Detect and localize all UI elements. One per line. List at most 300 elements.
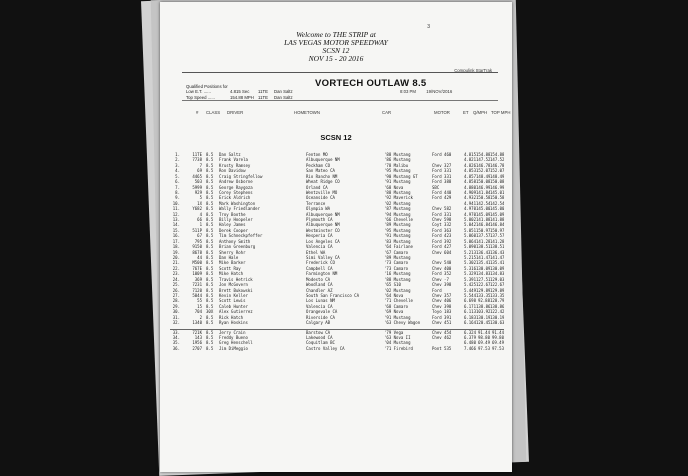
cell-et: 4.815 [463,152,476,157]
cell-qmph: 150.97 [476,227,490,233]
cell-hometown: Calgary AB [306,320,331,326]
cell-car-number: 2 [199,314,202,320]
top-speed-number: 11TE [258,94,268,100]
cell-car: '73 Camaro [384,260,409,266]
cell-et: 5.213 [463,249,476,255]
cell-hometown: Oceanside CA [306,195,335,201]
header-class: CLASS [206,110,221,115]
cell-driver: Jerry Crain [219,329,246,335]
cell-driver: Sherry Rohr [219,249,246,255]
cell-motor: Coyt 332 [432,222,452,228]
cell-driver: Haley James [219,222,246,228]
cell-driver: Mike Barker [219,260,246,266]
cell-motor: Ford 388 [432,179,452,185]
cell-car: '73 Camaro [384,265,409,271]
cell-class: 8.5 [206,244,214,250]
cell-car: '64 Nova [384,292,404,298]
cell-driver: Ryan Hoskins [219,320,248,326]
event-title: VORTECH OUTLAW 8.5 [315,78,427,89]
cell-row-position: 33. [172,329,180,335]
cell-car-number: 4 [199,211,202,217]
cell-et: 5.302 [463,260,476,266]
header-qmph: Q/MPH [473,110,488,115]
cell-driver: Brett Bukowski [219,287,253,293]
cell-top-mph: 150.97 [490,227,504,233]
cell-car: '94 Mustang [384,211,411,217]
cell-car-number: 7 [199,162,202,168]
cell-hometown: Terrance [306,200,326,206]
cell-qmph: 150.58 [476,195,490,201]
cell-et: 4.909 [463,189,476,195]
cell-car-number: M500 [192,260,202,266]
table-row [170,346,504,351]
cell-driver: Travis Hetrick [219,276,253,282]
cell-row-position: 19. [172,249,180,255]
cell-hometown: Riverside CA [306,314,335,320]
cell-top-mph: 150.58 [490,195,504,201]
event-time: 8:03 PM [400,89,417,94]
cell-car: '83 Mustang [384,238,411,244]
cell-qmph: 141.88 [476,217,490,223]
cell-hometown: Albuquerque NM [306,222,340,228]
cell-hometown: Farmington NM [306,271,338,277]
cell-top-mph: 130.09 [490,265,504,271]
header-motor: MOTOR [434,110,450,115]
cell-car: '86 Mustang [384,157,411,163]
cell-top-mph: 141.88 [490,217,504,223]
cell-driver: Wally Friedlander [219,206,260,212]
cell-row-position: 36. [172,345,180,351]
cell-qmph: 154.88 [476,152,490,157]
cell-row-position: 30. [172,309,180,315]
cell-motor: Ford 391 [432,314,452,320]
cell-et: 4.853 [463,168,476,174]
cell-class: 8.5 [206,173,214,179]
cell-class: 8.5 [206,189,214,195]
cell-top-mph: 91.44 [491,329,504,335]
cell-car: '89 Mustang [384,222,411,228]
cell-top-mph: 130.63 [490,320,504,326]
cell-car: '63 Chevy Wagon [384,320,421,326]
cell-qmph: 127.51 [476,276,490,282]
cell-et: 5.391 [463,276,476,282]
cell-driver: Jim DiMeggio [219,345,248,351]
cell-top-mph: 97.53 [491,345,504,351]
cell-motor: Ford 429 [432,195,452,201]
cell-class: 8.5 [206,320,214,326]
cell-class: 8.5 [206,211,214,217]
cell-car-number: 4465 [192,173,202,179]
header-line-1: Welcome to THE STRIP at [296,30,376,39]
cell-class: 8.5 [206,222,214,228]
cell-car: '02 Mustang [384,200,411,206]
cell-class: 8.5 [206,260,214,266]
cell-driver: Dan Saltz [219,152,241,157]
cell-class: 8.5 [206,271,214,277]
cell-driver: Scott Lewis [219,298,246,304]
cell-hometown: Valencia CA [306,303,333,309]
qualified-label: Qualified Positions for [186,84,228,89]
cell-et: 5.449 [463,287,476,293]
cell-hometown: Barstow CA [306,329,331,335]
cell-row-position: 10. [172,200,180,206]
cell-driver: Anthony Smith [219,238,251,244]
cell-row-position: 24. [172,276,180,282]
cell-motor: Chev 400 [432,265,452,271]
cell-et: 6.183 [463,314,476,320]
cell-qmph: 152.07 [476,168,490,174]
cell-motor: Chev 406 [432,298,452,304]
header-et: ET [463,110,469,115]
cell-driver: Freddy Bueno [219,334,248,340]
cell-hometown: Plymouth CA [306,217,333,223]
header-line-2: LAS VEGAS MOTOR SPEEDWAY [284,38,388,47]
cell-driver: Ron Davidow [219,168,246,174]
cell-class: 8.5 [206,314,214,320]
cell-class: 8.5 [206,292,214,298]
cell-row-position: 22. [172,265,180,271]
cell-car: '90 Mustang GT [384,173,418,179]
cell-top-mph: 122.67 [490,282,504,288]
cell-driver: Krusty Ramsey [219,162,251,168]
cell-motor: Chev -7 [432,276,449,282]
low-et-value: 4.815 Sec [230,89,250,95]
cell-row-position: 7. [175,184,180,190]
cell-driver: George Raygoza [219,184,253,190]
cell-car: '95 Mustang [384,227,411,233]
cell-et: 4.857 [463,173,476,179]
cell-class: 8.5 [206,282,214,288]
cell-car-number: 511P [192,227,202,233]
cell-top-mph: 135.41 [490,260,504,266]
cell-top-mph: 150.08 [490,179,504,185]
cell-car: '67 Camaro [384,249,409,255]
cell-top-mph: 148.49 [490,173,504,179]
cell-car-number: 721K [192,329,202,335]
cell-motor: Chev 454 [432,329,452,335]
cell-car-number: 15 [197,303,202,309]
cell-car-number: 67 [197,233,202,239]
cell-motor: Toyo 183 [432,309,452,315]
cell-hometown: Westminster CO [306,227,340,233]
section-title: SCSN 12 [320,133,352,142]
cell-et: 6.324 [463,329,476,335]
cell-et: 7.466 [463,345,476,351]
cell-driver: Rick Hatch [219,314,244,320]
cell-qmph: 142.54 [476,200,490,206]
cell-hometown: Orangevale CA [306,309,338,315]
cell-class: 8.5 [206,152,214,157]
cell-class: 8.5 [206,255,214,261]
cell-car-number: 767E [192,265,202,271]
cell-top-mph: 138.86 [490,303,504,309]
cell-car-number: 143 [194,334,202,340]
cell-class: 8.5 [206,179,214,185]
cell-row-position: 35. [172,340,180,346]
header-line-4: NOV 15 - 20 2016 [308,54,364,63]
cell-qmph: 103.92 [476,309,490,315]
cell-car-number: 1X [197,200,202,206]
cell-motor: Chev 582 [432,206,452,212]
cell-qmph: 145.09 [476,211,490,217]
cell-row-position: 16. [172,233,180,239]
cell-class: 8.5 [206,345,214,351]
cell-qmph: 133.35 [476,292,490,298]
cell-et: 5.042 [463,222,476,228]
cell-top-mph: 146.99 [490,184,504,190]
cell-top-mph: 133.35 [490,292,504,298]
cell-motor: Ford 427 [432,244,452,250]
cell-motor: SBC [432,184,440,190]
cell-car-number: 369 [194,276,202,282]
cell-qmph: 130.09 [476,265,490,271]
cell-qmph: 146.99 [476,184,490,190]
cell-car-number: 7738 [192,157,202,163]
cell-hometown: Ethel WA [306,249,326,255]
cell-car: '69 Nova [384,309,404,315]
cell-class: 8.5 [206,249,214,255]
cell-car: '95 Mustang [384,168,411,174]
cell-top-mph: 141.28 [490,238,504,244]
cell-class: 8.5 [206,206,214,212]
cell-class: 30X [206,309,214,315]
cell-top-mph: 122.42 [490,309,504,315]
top-speed-label: Top Speed ...... [186,94,215,100]
cell-qmph: 145.00 [476,206,490,212]
cell-car-number: 5 [199,195,202,201]
cell-hometown: Wentzville MO [306,189,338,195]
cell-driver: Troy Boothe [219,211,246,217]
cell-qmph: 92.88 [477,298,490,304]
cell-qmph: 141.84 [476,189,490,195]
cell-driver: Tim Schneckpfeffer [219,233,263,239]
cell-hometown: South San Francisco CA [306,292,359,298]
cell-driver: Dan Hale [219,255,239,261]
cell-car-number: 55 [197,298,202,304]
cell-car-number: 1 [199,222,202,228]
cell-et: 5.002 [463,217,476,223]
cell-motor: Chev 451 [432,320,452,326]
cell-top-mph: 145.00 [490,206,504,212]
cell-car: '66 Chevelle [384,217,413,223]
cell-row-position: 27. [172,292,180,298]
cell-et: 4.970 [463,211,476,217]
cell-car-number: 1956 [192,340,202,346]
cell-class: 8.5 [206,238,214,244]
cell-hometown: Fenton MO [306,152,328,157]
cell-hometown: Peckham CO [306,162,331,168]
cell-qmph: 150.08 [476,179,490,185]
cell-car-number: 5044 [192,292,202,298]
header-driver: DRIVER [227,110,244,115]
cell-driver: Scott Ray [219,265,241,271]
event-datetime [400,89,461,94]
cell-class: 8.5 [206,200,214,206]
cell-row-position: 18. [172,244,180,250]
cell-hometown: San Mateo CA [306,168,335,174]
cell-top-mph: 130.19 [490,314,504,320]
cell-qmph: 146.78 [476,162,490,168]
cell-qmph: 97.53 [477,345,490,351]
cell-motor: Ford 331 [432,173,452,179]
cell-hometown: Modesto CA [306,276,331,282]
cell-row-position: 1. [175,152,180,157]
cell-driver: Jon McGovern [219,282,248,288]
cell-hometown: Los Lunas NM [306,298,335,304]
cell-row-position: 9. [175,195,180,201]
cell-et: 4.941 [463,200,476,206]
cell-hometown: Lakewood CA [306,334,333,340]
cell-row-position: 26. [172,287,180,293]
cell-car-number: 5999 [192,184,202,190]
cell-et: 6.480 [463,340,476,346]
cell-et: 6.164 [463,320,476,326]
cell-driver: Corey Stephens [219,189,253,195]
cell-qmph: 138.86 [476,303,490,309]
cell-hometown: Campbell CA [306,265,333,271]
cell-motor: Ford 440 [432,189,452,195]
cell-car: '65 S10 [384,282,401,288]
cell-car: '71 Firebird [384,345,413,351]
cell-driver: Alex Gutierrez [219,309,253,315]
cell-qmph: 147.52 [476,157,490,163]
cell-hometown: Rio Rancho NM [306,173,338,179]
cell-motor: Chev 540 [432,260,452,266]
top-speed-value: 154.88 MPH [230,94,254,100]
cell-top-mph: 142.54 [490,200,504,206]
cell-top-mph: 145.09 [490,211,504,217]
cell-qmph: 98.80 [477,334,490,340]
cell-et: 6.698 [463,298,476,304]
cell-motor: Chev 398 [432,303,452,309]
cell-class: 8.5 [206,168,214,174]
cell-motor: Ford 363 [432,227,452,233]
cell-qmph: 130.19 [476,314,490,320]
cell-row-position: 11. [172,206,180,212]
cell-hometown: Albuquerque NM [306,157,340,163]
cell-class: 8.5 [206,276,214,282]
cell-row-position: 5. [175,173,180,179]
cell-et: 5.090 [463,244,476,250]
cell-driver: Caleb Hunter [219,303,248,309]
cell-top-mph: 146.78 [490,162,504,168]
cell-qmph: 91.44 [477,329,490,335]
cell-car: '88 Mustang [384,189,411,195]
cell-car-number: 7231 [192,282,202,288]
cell-car-number: 929 [194,189,202,195]
cell-qmph: 120.45 [476,320,490,326]
cell-row-position: 13. [172,217,180,223]
cell-motor: Ford 352 [432,271,452,277]
results-sheet [160,2,512,472]
cell-row-position: 21. [172,260,180,266]
cell-row-position: 17. [172,238,180,244]
cell-motor: Chev 357 [432,292,452,298]
cell-driver: Brian Greenburg [219,244,256,250]
header-top-mph: TOP MPH [491,110,511,115]
cell-class: 8.5 [206,157,214,163]
divider [182,100,498,101]
cell-et: 4.858 [463,179,476,185]
cell-top-mph: 141.47 [490,255,504,261]
cell-driver: Frank Varela [219,157,248,163]
cell-row-position: 28. [172,298,180,304]
cell-car: '68 Nova [384,184,404,190]
cell-car-number: 2707 [192,345,202,351]
low-et-label: Low E.T. ...... [186,89,211,95]
cell-car: '92 Maverick [384,195,413,201]
low-et-number: 11TE [258,89,268,95]
cell-class: 8.5 [206,195,214,201]
cell-top-mph: 99.80 [491,334,504,340]
cell-car: '02 Mustang [384,287,411,293]
cell-class: 8.5 [206,265,214,271]
cell-hometown: Castro Valley CA [306,345,345,351]
divider [182,72,498,73]
cell-class: 8.5 [206,184,214,190]
cell-top-mph: 129.03 [490,276,504,282]
cell-row-position: 4. [175,168,180,174]
cell-row-position: 8. [175,189,180,195]
cell-et: 6.379 [463,334,476,340]
cell-top-mph: 145.01 [490,189,504,195]
cell-motor: Ford [432,287,442,293]
header-line-3: SCSN 12 [322,46,350,55]
cell-top-mph: 69.49 [491,340,504,346]
cell-qmph: 146.84 [476,222,490,228]
cell-motor: Chev 604 [432,249,452,255]
cell-top-mph: 129.89 [490,287,504,293]
cell-et: 5.316 [463,265,476,271]
cell-row-position: 14. [172,222,180,228]
cell-car: '88 Mustang [384,152,411,157]
header-number: # [196,110,199,115]
event-date: 19/NOV/2016 [426,89,453,94]
cell-hometown: Woodland CA [306,282,333,288]
cell-car: '16 Mustang [384,271,411,277]
cell-car: '79 Vega [384,329,404,335]
cell-et: 5.051 [463,227,476,233]
cell-row-position: 34. [172,334,180,340]
cell-car-number: 1340 [192,320,202,326]
cell-car: '64 Fairlane [384,244,413,250]
cell-qmph: 138.51 [476,244,490,250]
cell-car-number: 503 [194,179,202,185]
cell-row-position: 3. [175,162,180,168]
cell-class: 8.5 [206,217,214,223]
cell-top-mph: 128.79 [490,298,504,304]
cell-et: 5.215 [463,255,476,261]
cell-driver: Mark Washington [219,200,256,206]
cell-hometown: Los Angeles CA [306,238,340,244]
cell-class: 8.5 [206,233,214,239]
cell-row-position: 31. [172,314,180,320]
qualified-positions [186,84,293,100]
cell-et: 5.329 [463,271,476,277]
cell-qmph: 137.57 [476,233,490,239]
cell-class: 8.5 [206,298,214,304]
cell-et: 4.932 [463,195,476,201]
cell-row-position: 25. [172,282,180,288]
cell-hometown: Coquitlam BC [306,340,335,346]
cell-car-number: 1009 [192,271,202,277]
cell-qmph: 129.89 [476,287,490,293]
cell-class: 8.5 [206,329,214,335]
cell-top-mph: 154.88 [490,152,504,157]
cell-qmph: 135.41 [476,260,490,266]
cell-car-number: Y682 [192,206,202,212]
cell-car: '04 Mustang [384,340,411,346]
